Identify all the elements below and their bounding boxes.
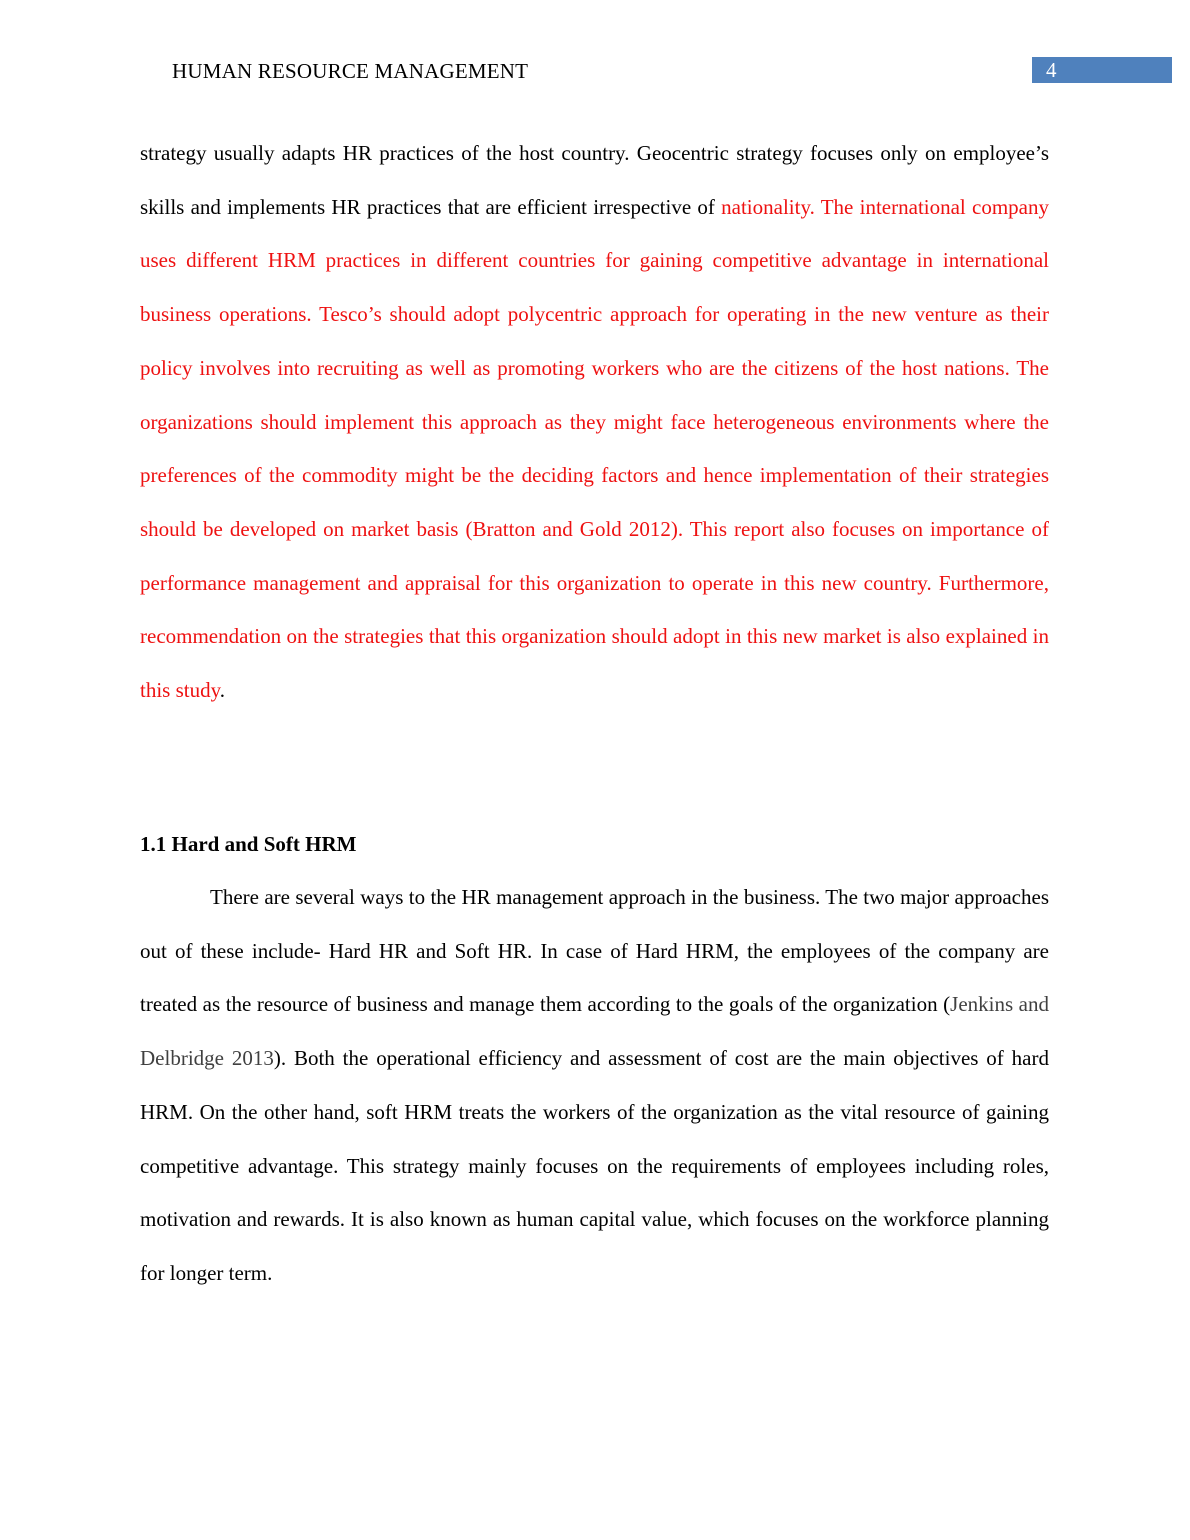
paragraph-text [140, 127, 1049, 718]
body-paragraph-intro [140, 127, 1049, 718]
page-number: 4 [1046, 58, 1057, 82]
paragraph-text-red: nationality. The international company uses different HRM practices in different countries for gaining competitive advantage in international business operations. Tesco’s should adopt polycentric approach for operating in the new venture as their policy involves into recruiting as well as promoting workers who are the citizens of the host nations. The organizations should implement this approach as they might face heterogeneous environments where the preferences of the commodity might be the deciding factors and hence implementation of their strategies should be developed on market basis (Bratton and Gold 2012). This report also focuses on importance of performance management and appraisal for this organization to operate in this new country. Furthermore, recommendation on the strategies that this organization should adopt in this new market is also explained in this study [140, 194, 1049, 703]
paragraph-text-period: . [219, 678, 225, 703]
page-number-box [1032, 57, 1172, 83]
section-heading: 1.1 Hard and Soft HRM [140, 832, 357, 856]
citation: Jenkins and Delbridge 2013 [140, 992, 1050, 1071]
paragraph-text [140, 871, 1049, 1301]
running-head-title: HUMAN RESOURCE MANAGEMENT [172, 59, 529, 83]
paragraph-text-start: There are several ways to the HR management approach in the business. The two major approaches out of these include- Hard HR and Soft HR. In case of Hard HRM, the employees of the company are treated as the resource of business and manage them according to the goals of the organization ( [140, 885, 1049, 1017]
paragraph-text-black: strategy usually adapts HR practices of the host country. Geocentric strategy focuses only on employee’s skills and implements HR practices that are efficient irrespective of [140, 141, 1049, 219]
paragraph-text-end: ). Both the operational efficiency and assessment of cost are the main objectives of hard HRM. On the other hand, soft HRM treats the workers of the organization as the vital resource of gaining competitive advantage. This strategy mainly focuses on the requirements of employees including roles, motivation and rewards. It is also known as human capital value, which focuses on the workforce planning for longer term. [140, 1046, 1049, 1285]
body-paragraph-hard-soft-hrm [140, 871, 1049, 1301]
